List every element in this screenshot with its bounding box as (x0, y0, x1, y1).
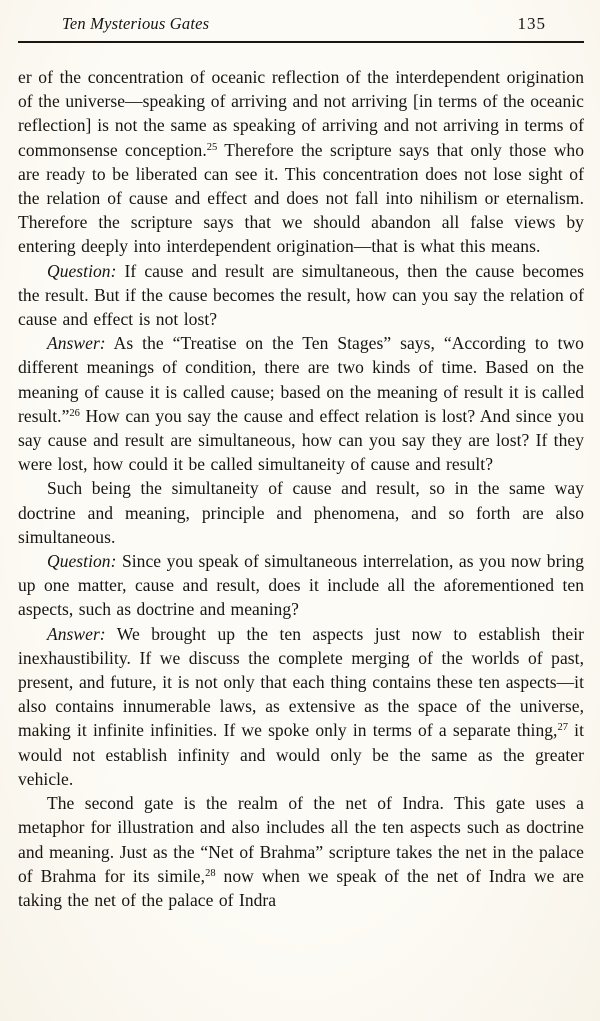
text-run: How can you say the cause and effect relation is lost? And since you say cause and result are simultaneous, how can you say they are lost? If they were lost, how could it be called simultaneity of cause and result? (18, 405, 584, 475)
footnote-reference: 25 (206, 141, 218, 153)
running-header (18, 12, 584, 34)
dialogue-label: Answer: (47, 333, 106, 354)
dialogue-label: Question: (47, 551, 117, 572)
dialogue-label: Answer: (47, 623, 106, 644)
footnote-reference: 26 (69, 407, 80, 419)
running-title: Ten Mysterious Gates (62, 14, 210, 33)
header-rule (18, 41, 584, 43)
dialogue-label: Question: (47, 260, 117, 281)
text-run: Such being the simultaneity of cause and result, so in the same way doctrine and meaning, principle and phenomena, and so forth are also simultaneous. (18, 478, 584, 547)
text-run: If cause and result are simultaneous, then the cause becomes the result. But if the cause becomes the result, how can you say the relation of cause and effect is not lost? (18, 260, 584, 330)
body-text (18, 65, 584, 912)
text-run: er of the concentration of oceanic reflection of the interdependent origination of the universe—speaking of arriving and not arriving [in terms of the oceanic reflection] is not the same as speaking of arriving and not arriving in terms of commonsense conception. (18, 67, 584, 160)
paragraph (18, 791, 584, 912)
text-run: it would not establish infinity and would only be the same as the greater vehicle. (18, 720, 584, 789)
paragraph (18, 549, 584, 622)
text-run: The second gate is the realm of the net of Indra. This gate uses a metaphor for illustration and also includes all the ten aspects such as doctrine and meaning. Just as the “Net of Brahma” scripture takes the net in the palace of Brahma for its simile, (18, 793, 584, 886)
paragraph (18, 259, 584, 332)
paragraph (18, 65, 584, 259)
paragraph (18, 476, 584, 549)
page-number: 135 (517, 14, 546, 33)
paragraph (18, 622, 584, 791)
text-run: We brought up the ten aspects just now to establish their inexhaustibility. If we discuss the complete merging of the worlds of past, present, and future, it is not only that each thing contains these ten aspects—it also contains innumerable laws, as extensive as the space of the universe, making it infinite infinities. If we spoke only in terms of a separate thing, (18, 623, 584, 741)
footnote-reference: 27 (557, 722, 568, 734)
text-run: now when we speak of the net of Indra we are taking the net of the palace of Indra (18, 865, 584, 910)
text-run: Therefore the scripture says that only those who are ready to be liberated can see it. This concentration does not lose sight of the relation of cause and effect and does not fall into nihilism or eternalism. Therefore the scripture says that we should abandon all false views by entering deeply into interdependent origination—that is what this means. (18, 139, 585, 257)
paragraph (18, 331, 584, 476)
footnote-reference: 28 (205, 867, 216, 879)
text-run: Since you speak of simultaneous interrelation, as you now bring up one matter, cause and result, does it include all the aforementioned ten aspects, such as doctrine and meaning? (18, 551, 584, 620)
text-run: As the “Treatise on the Ten Stages” says, “According to two different meanings of condition, there are two kinds of time. Based on the meaning of cause it is called cause; based on the meaning of result it is called result.” (18, 333, 584, 426)
